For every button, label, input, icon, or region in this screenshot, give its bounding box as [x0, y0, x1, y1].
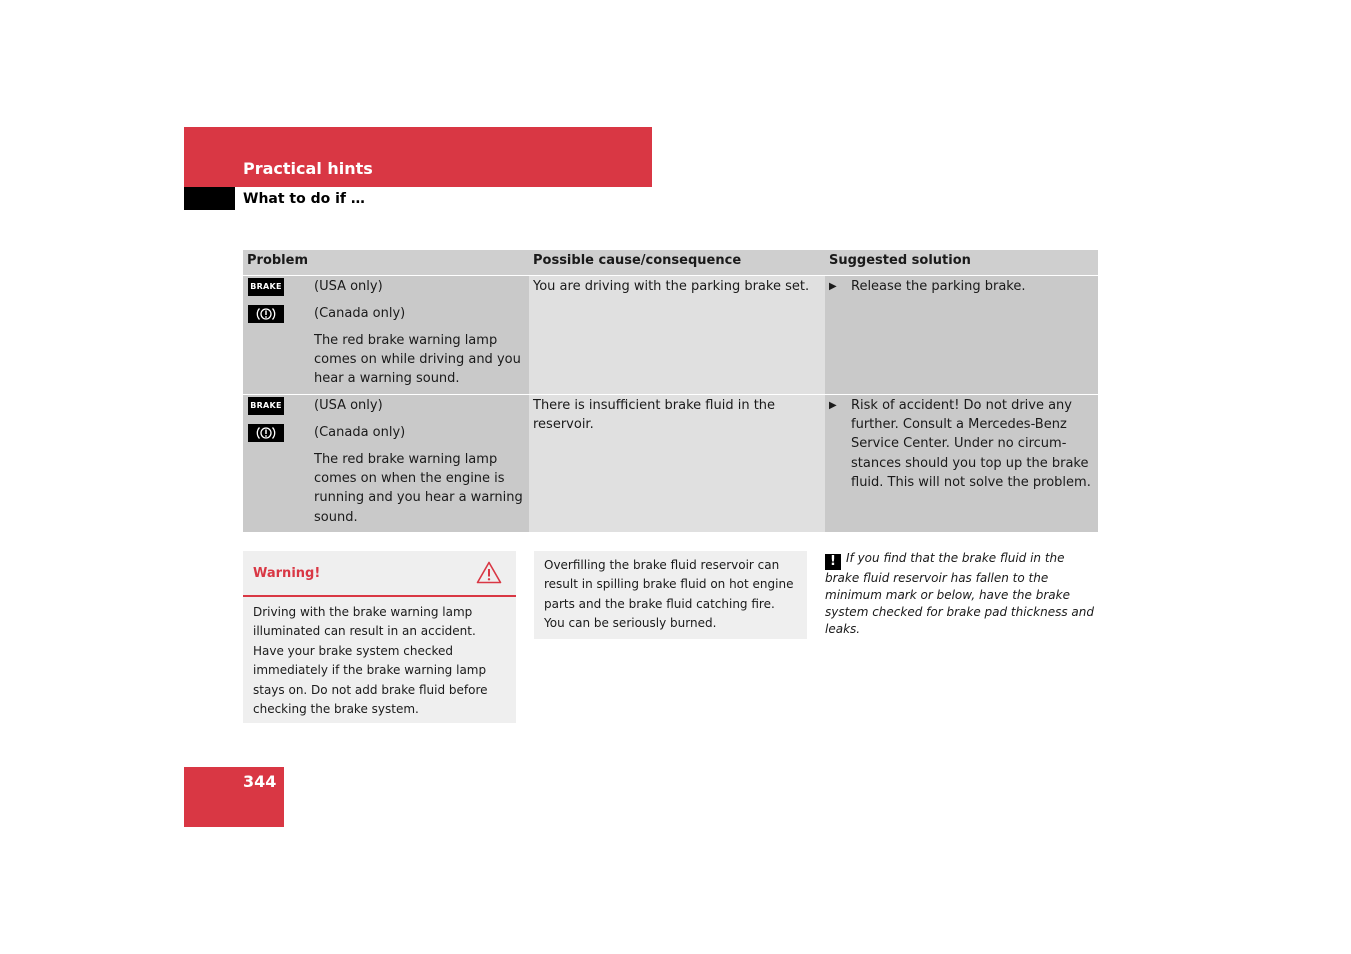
table-row	[243, 394, 1098, 532]
column-header-problem: Problem	[243, 250, 529, 275]
lamp-line	[250, 277, 523, 304]
cause-cell	[529, 276, 825, 394]
hint-note	[825, 550, 1100, 638]
warning-title: Warning!	[253, 566, 321, 581]
brake-circle-lamp-icon	[248, 424, 284, 442]
column-header-solution: Suggested solution	[825, 250, 1098, 275]
lamp-line	[314, 304, 523, 331]
lamp-label: (Canada only)	[314, 306, 406, 321]
lamp-line	[314, 423, 523, 450]
brake-circle-lamp-icon	[248, 305, 284, 323]
column-header-cause: Possible cause/consequence	[529, 250, 825, 275]
warning-header	[243, 551, 516, 597]
warning-text: Driving with the brake warning lamp illuminated can result in an accident. Have your brake system checked immediately if the brake warning lamp stays on. Do not add brake fluid before checking the brake system.	[253, 605, 488, 717]
hint-text: If you find that the brake fluid in the brake fluid reservoir has fallen to the minimum mark or below, have the brake system checked for brake pad thickness and leaks.	[825, 551, 1094, 636]
lamp-label: (USA only)	[314, 398, 383, 413]
lamp-label: (USA only)	[314, 279, 383, 294]
solution-cell	[825, 395, 1098, 532]
header-tab-marker	[184, 187, 235, 210]
exclamation-icon: !	[825, 554, 841, 570]
lamp-label: (Canada only)	[314, 425, 406, 440]
bullet-arrow-icon: ▶	[829, 281, 837, 292]
cause-text: There is insufficient brake fluid in the reservoir.	[533, 398, 776, 433]
subsection-title: What to do if …	[243, 191, 365, 207]
fire-note-box: Overfilling the brake fluid reservoir can result in spilling brake fluid on hot engine parts and the brake fluid catching fire. You can be seriously burned.	[534, 551, 807, 639]
table-row	[243, 275, 1098, 394]
cause-cell	[529, 395, 825, 532]
brake-text-lamp-icon: BRAKE	[248, 397, 284, 415]
problem-text: The red brake warning lamp comes on while driving and you hear a warning sound.	[314, 333, 521, 387]
bullet-arrow-icon: ▶	[829, 400, 837, 411]
solution-cell	[825, 276, 1098, 394]
warning-box	[243, 551, 516, 723]
header-band	[184, 127, 652, 187]
problem-text: The red brake warning lamp comes on when the engine is running and you hear a warning sound.	[314, 452, 523, 525]
solution-text: Release the parking brake.	[851, 279, 1026, 294]
warning-triangle-icon	[476, 561, 502, 588]
solution-text: Risk of accident! Do not drive any further. Consult a Mercedes-Benz Service Center. Under no circumstances should you top up the brake fluid. This will not solve the problem.	[851, 398, 1091, 490]
problem-cell	[243, 276, 529, 394]
table-header-row	[243, 250, 1098, 275]
cause-text: You are driving with the parking brake set.	[533, 279, 810, 294]
page-number: 344	[243, 772, 277, 791]
section-title: Practical hints	[243, 159, 373, 178]
lamp-line	[250, 396, 523, 423]
problem-cell	[243, 395, 529, 532]
troubleshooting-table	[243, 250, 1098, 532]
brake-text-lamp-icon: BRAKE	[248, 278, 284, 296]
